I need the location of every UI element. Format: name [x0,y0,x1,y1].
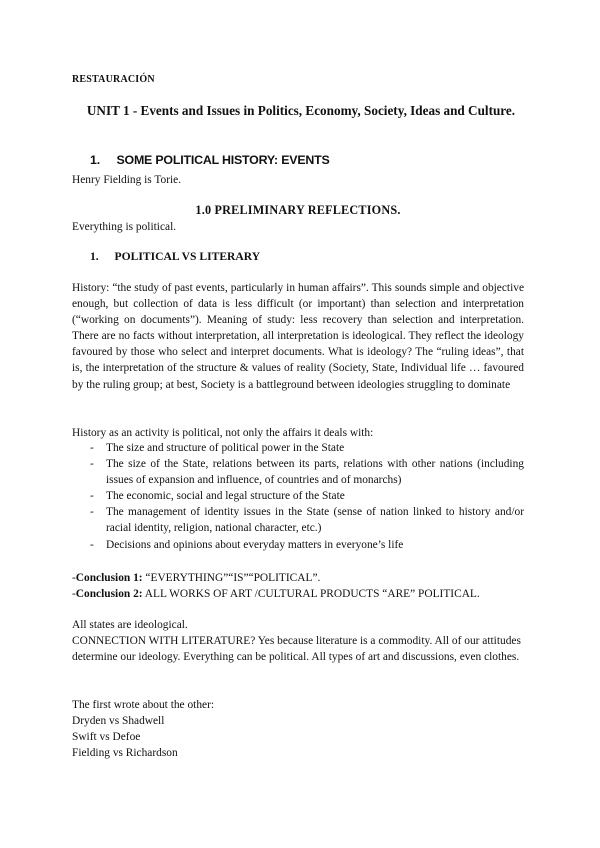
list-item: - Decisions and opinions about everyday matters in everyone’s life [72,537,524,553]
section1-number: 1. [90,153,100,167]
activity-intro: History as an activity is political, not only the affairs it deals with: [72,427,374,439]
conclusion-1-text: “EVERYTHING”“IS”“POLITICAL”. [142,572,321,584]
history-paragraph: History: “the study of past events, particularly in human affairs”. This sounds simple and objective enough, but collection of data is less difficult (or important) than selection and interpretation (“working on documents”). Meaning of study: less recovery than selection and interpretation. There are no facts without interpretation, all interpretation is ideological. They reflect the ideology favoured by those who select and interpret documents. What is ideology? The “ruling ideas”, that is, the interpretation of the structure & values of reality (Society, State, Individual life … favoured by the ruling group; at best, Society is a battleground between ideologies struggling to dominate [72,282,524,391]
list-item: - The economic, social and legal structure of the State [72,488,524,504]
dash-icon: - [90,442,94,454]
rival-pair: Fielding vs Richardson [72,747,178,759]
dash-icon: - [90,490,94,503]
conclusion-2: -Conclusion 2: ALL WORKS OF ART /CULTURAL PRODUCTS “ARE” POLITICAL. [72,588,480,600]
section10-text: Everything is political. [72,221,177,233]
section1-heading [90,152,330,168]
states-line: All states are ideological. [72,619,188,631]
rivals-intro: The first wrote about the other: [72,699,215,711]
list-item: - The size of the State, relations between its parts, relations with other nations (including issues of expansion and influence, of countries and of monarchs) [90,458,524,487]
bullet-list [72,440,524,553]
pvl-title: POLITICAL VS LITERARY [114,250,261,263]
connection-paragraph: CONNECTION WITH LITERATURE? Yes because literature is a commodity. All of our attitudes determine our ideology. Everything can be political. All types of art and discussions, even clothes. [72,635,521,664]
rival-pair: Dryden vs Shadwell [72,715,165,727]
header-label: RESTAURACIÓN [72,74,155,85]
section1-title: SOME POLITICAL HISTORY: EVENTS [116,153,330,167]
dash-icon: - [90,458,94,471]
list-item: - The size and structure of political power in the State [72,440,524,456]
political-vs-literary-heading [90,249,260,265]
conclusion-1-label: Conclusion 1: [75,572,143,584]
dash-icon: - [90,538,94,551]
section1-note: Henry Fielding is Torie. [72,174,182,186]
unit-title: UNIT 1 - Events and Issues in Politics, Economy, Society, Ideas and Culture. [86,103,516,118]
conclusion-2-text: ALL WORKS OF ART /CULTURAL PRODUCTS “ARE” POLITICAL. [142,588,480,600]
conclusion-1: -Conclusion 1: “EVERYTHING”“IS”“POLITICAL”. [72,572,321,584]
section10-title: 1.0 PRELIMINARY REFLECTIONS. [195,203,401,217]
pvl-number: 1. [90,250,99,263]
dash-icon: - [90,506,94,519]
rival-pair: Swift vs Defoe [72,731,141,743]
list-item: - The management of identity issues in the State (sense of nation linked to history and/or racial identity, religion, national character, etc.) [90,506,524,535]
conclusion-2-label: Conclusion 2: [75,588,143,600]
